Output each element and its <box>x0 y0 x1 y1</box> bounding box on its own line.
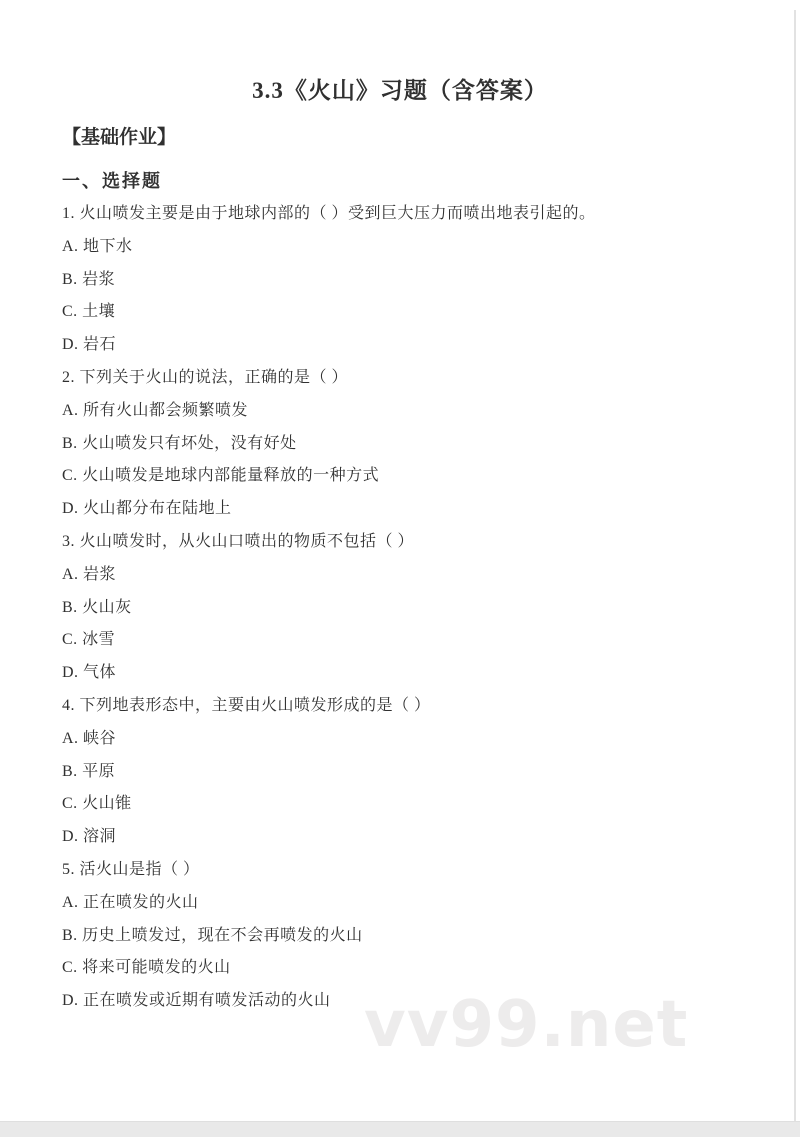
question-5-option-b: B. 历史上喷发过，现在不会再喷发的火山 <box>62 926 363 944</box>
question-list <box>62 204 770 1024</box>
question-2-option-b: B. 火山喷发只有坏处，没有好处 <box>62 434 297 452</box>
question-1-option-c: C. 土壤 <box>62 303 116 321</box>
question-3-option-d: D. 气体 <box>62 664 117 682</box>
watermark: vv99.net <box>364 988 689 1062</box>
question-2-text: 2. 下列关于火山的说法，正确的是（ ） <box>62 368 349 386</box>
question-3-option-b: B. 火山灰 <box>62 598 132 616</box>
page-title: 3.3《火山》习题（含答案） <box>252 78 548 103</box>
question-3-text: 3. 火山喷发时，从火山口喷出的物质不包括（ ） <box>62 532 415 550</box>
page-right-edge <box>794 10 796 1121</box>
question-4-option-d: D. 溶洞 <box>62 828 117 846</box>
question-5-option-c: C. 将来可能喷发的火山 <box>62 959 231 977</box>
question-4-option-b: B. 平原 <box>62 762 116 780</box>
question-5-text: 5. 活火山是指（ ） <box>62 860 200 878</box>
question-2-option-d: D. 火山都分布在陆地上 <box>62 500 232 518</box>
question-3-option-a: A. 岩浆 <box>62 565 117 583</box>
subsection-heading: 一、选择题 <box>62 171 162 191</box>
question-1-option-b: B. 岩浆 <box>62 270 116 288</box>
section-heading: 【基础作业】 <box>62 127 177 148</box>
question-1-option-a: A. 地下水 <box>62 237 133 255</box>
bottom-bar <box>0 1121 800 1137</box>
question-5-option-d: D. 正在喷发或近期有喷发活动的火山 <box>62 992 331 1010</box>
question-2-option-c: C. 火山喷发是地球内部能量释放的一种方式 <box>62 467 380 485</box>
question-1-option-d: D. 岩石 <box>62 336 117 354</box>
question-4-option-a: A. 峡谷 <box>62 729 117 747</box>
question-5-option-a: A. 正在喷发的火山 <box>62 893 199 911</box>
question-4-option-c: C. 火山锥 <box>62 795 132 813</box>
question-1-text: 1. 火山喷发主要是由于地球内部的（ ）受到巨大压力而喷出地表引起的。 <box>62 205 596 222</box>
question-4-text: 4. 下列地表形态中，主要由火山喷发形成的是（ ） <box>62 696 431 714</box>
question-2-option-a: A. 所有火山都会频繁喷发 <box>62 401 249 419</box>
question-3-option-c: C. 冰雪 <box>62 631 116 649</box>
